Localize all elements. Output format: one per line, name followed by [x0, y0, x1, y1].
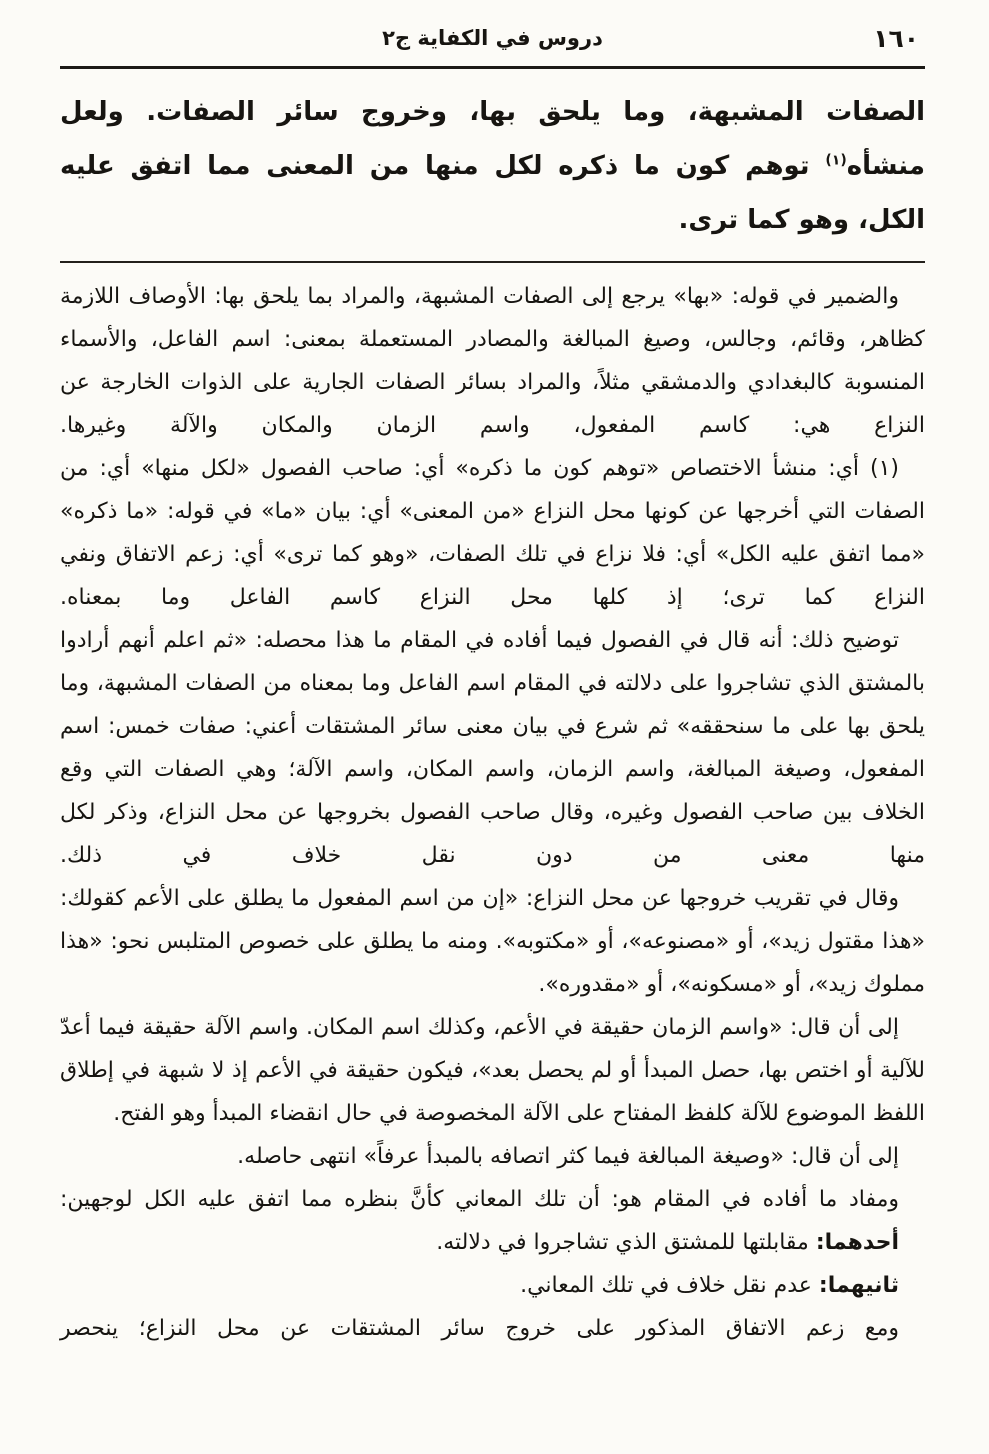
matn-commentary-divider: [60, 261, 925, 263]
matn-text: [60, 85, 925, 247]
page-number: ١٦٠: [873, 24, 919, 53]
paragraph-lead: أحدهما:: [815, 1230, 899, 1255]
commentary-paragraph: [60, 1307, 925, 1350]
paragraph-text: توضيح ذلك: أنه قال في الفصول فيما أفاده في المقام ما هذا محصله: «ثم اعلم أنهم أرادوا بالمشتق الذي تشاجروا على دلالته في المقام اسم الفاعل وما بمعناه من الصفات المشبهة، وما يلحق بها على ما سنحققه» ثم شرع في بيان معنى سائر المشتقات أعني: صفات خمس: اسم المفعول، وصيغة المبالغة، واسم الزمان، واسم المكان، واسم الآلة؛ وهي الصفات التي وقع الخلاف بين صاحب الفصول وغيره، وقال صاحب الفصول بخروجها عن محل النزاع، وذكر لكل منها معنى من دون نقل خلاف في ذلك.: [60, 628, 925, 868]
commentary-section: [60, 275, 925, 1350]
paragraph-text: عدم نقل خلاف في تلك المعاني.: [520, 1273, 819, 1298]
commentary-paragraph: [60, 619, 925, 877]
book-title: دروس في الكفاية ج٢: [382, 26, 603, 50]
commentary-paragraph-footnote: [60, 447, 925, 619]
paragraph-text: وقال في تقريب خروجها عن محل النزاع: «إن من اسم المفعول ما يطلق على الأعم كقولك: «هذا مقتول زيد»، أو «مصنوعه»، أو «مكتوبه». ومنه ما يطلق على خصوص المتلبس نحو: «هذا مملوك زيد»، أو «مسكونه»، أو «مقدوره».: [60, 886, 925, 997]
commentary-paragraph: [60, 1178, 925, 1221]
page-header: [60, 26, 925, 64]
commentary-paragraph-first-reason: [60, 1221, 925, 1264]
footnote-marker: (١): [825, 152, 847, 169]
commentary-paragraph: [60, 877, 925, 1006]
commentary-paragraph-second-reason: [60, 1264, 925, 1307]
paragraph-text: إلى أن قال: «واسم الزمان حقيقة في الأعم، وكذلك اسم المكان. واسم الآلة حقيقة فيما أعدّ للآلية أو اختص بها، حصل المبدأ أو لم يحصل بعد»، فيكون حقيقة في الأعم إذ لا شبهة في إطلاق اللفظ الموضوع للآلة كلفظ المفتاح على الآلة المخصوصة في حال انقضاء المبدأ وهو الفتح.: [60, 1015, 925, 1126]
paragraph-text: ومع زعم الاتفاق المذكور على خروج سائر المشتقات عن محل النزاع؛ ينحصر: [60, 1316, 899, 1341]
paragraph-text: (١) أي: منشأ الاختصاص «توهم كون ما ذكره» أي: صاحب الفصول «لكل منها» أي: من الصفات التي أخرجها عن كونها محل النزاع «من المعنى» أي: بيان «ما» في قوله: «ما ذكره» «مما اتفق عليه الكل» أي: فلا نزاع في تلك الصفات، «وهو كما ترى» أي: زعم الاتفاق ونفي النزاع كما ترى؛ إذ كلها محل النزاع كاسم الفاعل وما بمعناه.: [60, 456, 925, 610]
commentary-paragraph: [60, 1135, 925, 1178]
matn-section: [60, 85, 925, 247]
header-rule: [60, 66, 925, 69]
commentary-paragraph: [60, 1006, 925, 1135]
paragraph-text: إلى أن قال: «وصيغة المبالغة فيما كثر اتصافه بالمبدأ عرفاً» انتهى حاصله.: [237, 1144, 899, 1169]
paragraph-text: مقابلتها للمشتق الذي تشاجروا في دلالته.: [436, 1230, 816, 1255]
paragraph-lead: ثانيهما:: [818, 1273, 899, 1298]
paragraph-text: ومفاد ما أفاده في المقام هو: أن تلك المعاني كأنَّ بنظره مما اتفق عليه الكل لوجهين:: [60, 1187, 899, 1212]
paragraph-text: والضمير في قوله: «بها» يرجع إلى الصفات المشبهة، والمراد بما يلحق بها: الأوصاف اللازمة كظاهر، وقائم، وجالس، وصيغ المبالغة والمصادر المستعملة بمعنى: اسم الفاعل، والأسماء المنسوبة كالبغدادي والدمشقي مثلاً، والمراد بسائر الصفات الجارية على الذوات الخارجة عن النزاع هي: كاسم المفعول، واسم الزمان والمكان والآلة وغيرها.: [60, 284, 925, 438]
commentary-paragraph: [60, 275, 925, 447]
matn-text-part1: الصفات المشبهة، وما يلحق بها، وخروج سائر الصفات. ولعل منشأه: [60, 97, 925, 181]
matn-text-part2: توهم كون ما ذكره لكل منها من المعنى مما اتفق عليه الكل، وهو كما ترى.: [60, 151, 925, 235]
